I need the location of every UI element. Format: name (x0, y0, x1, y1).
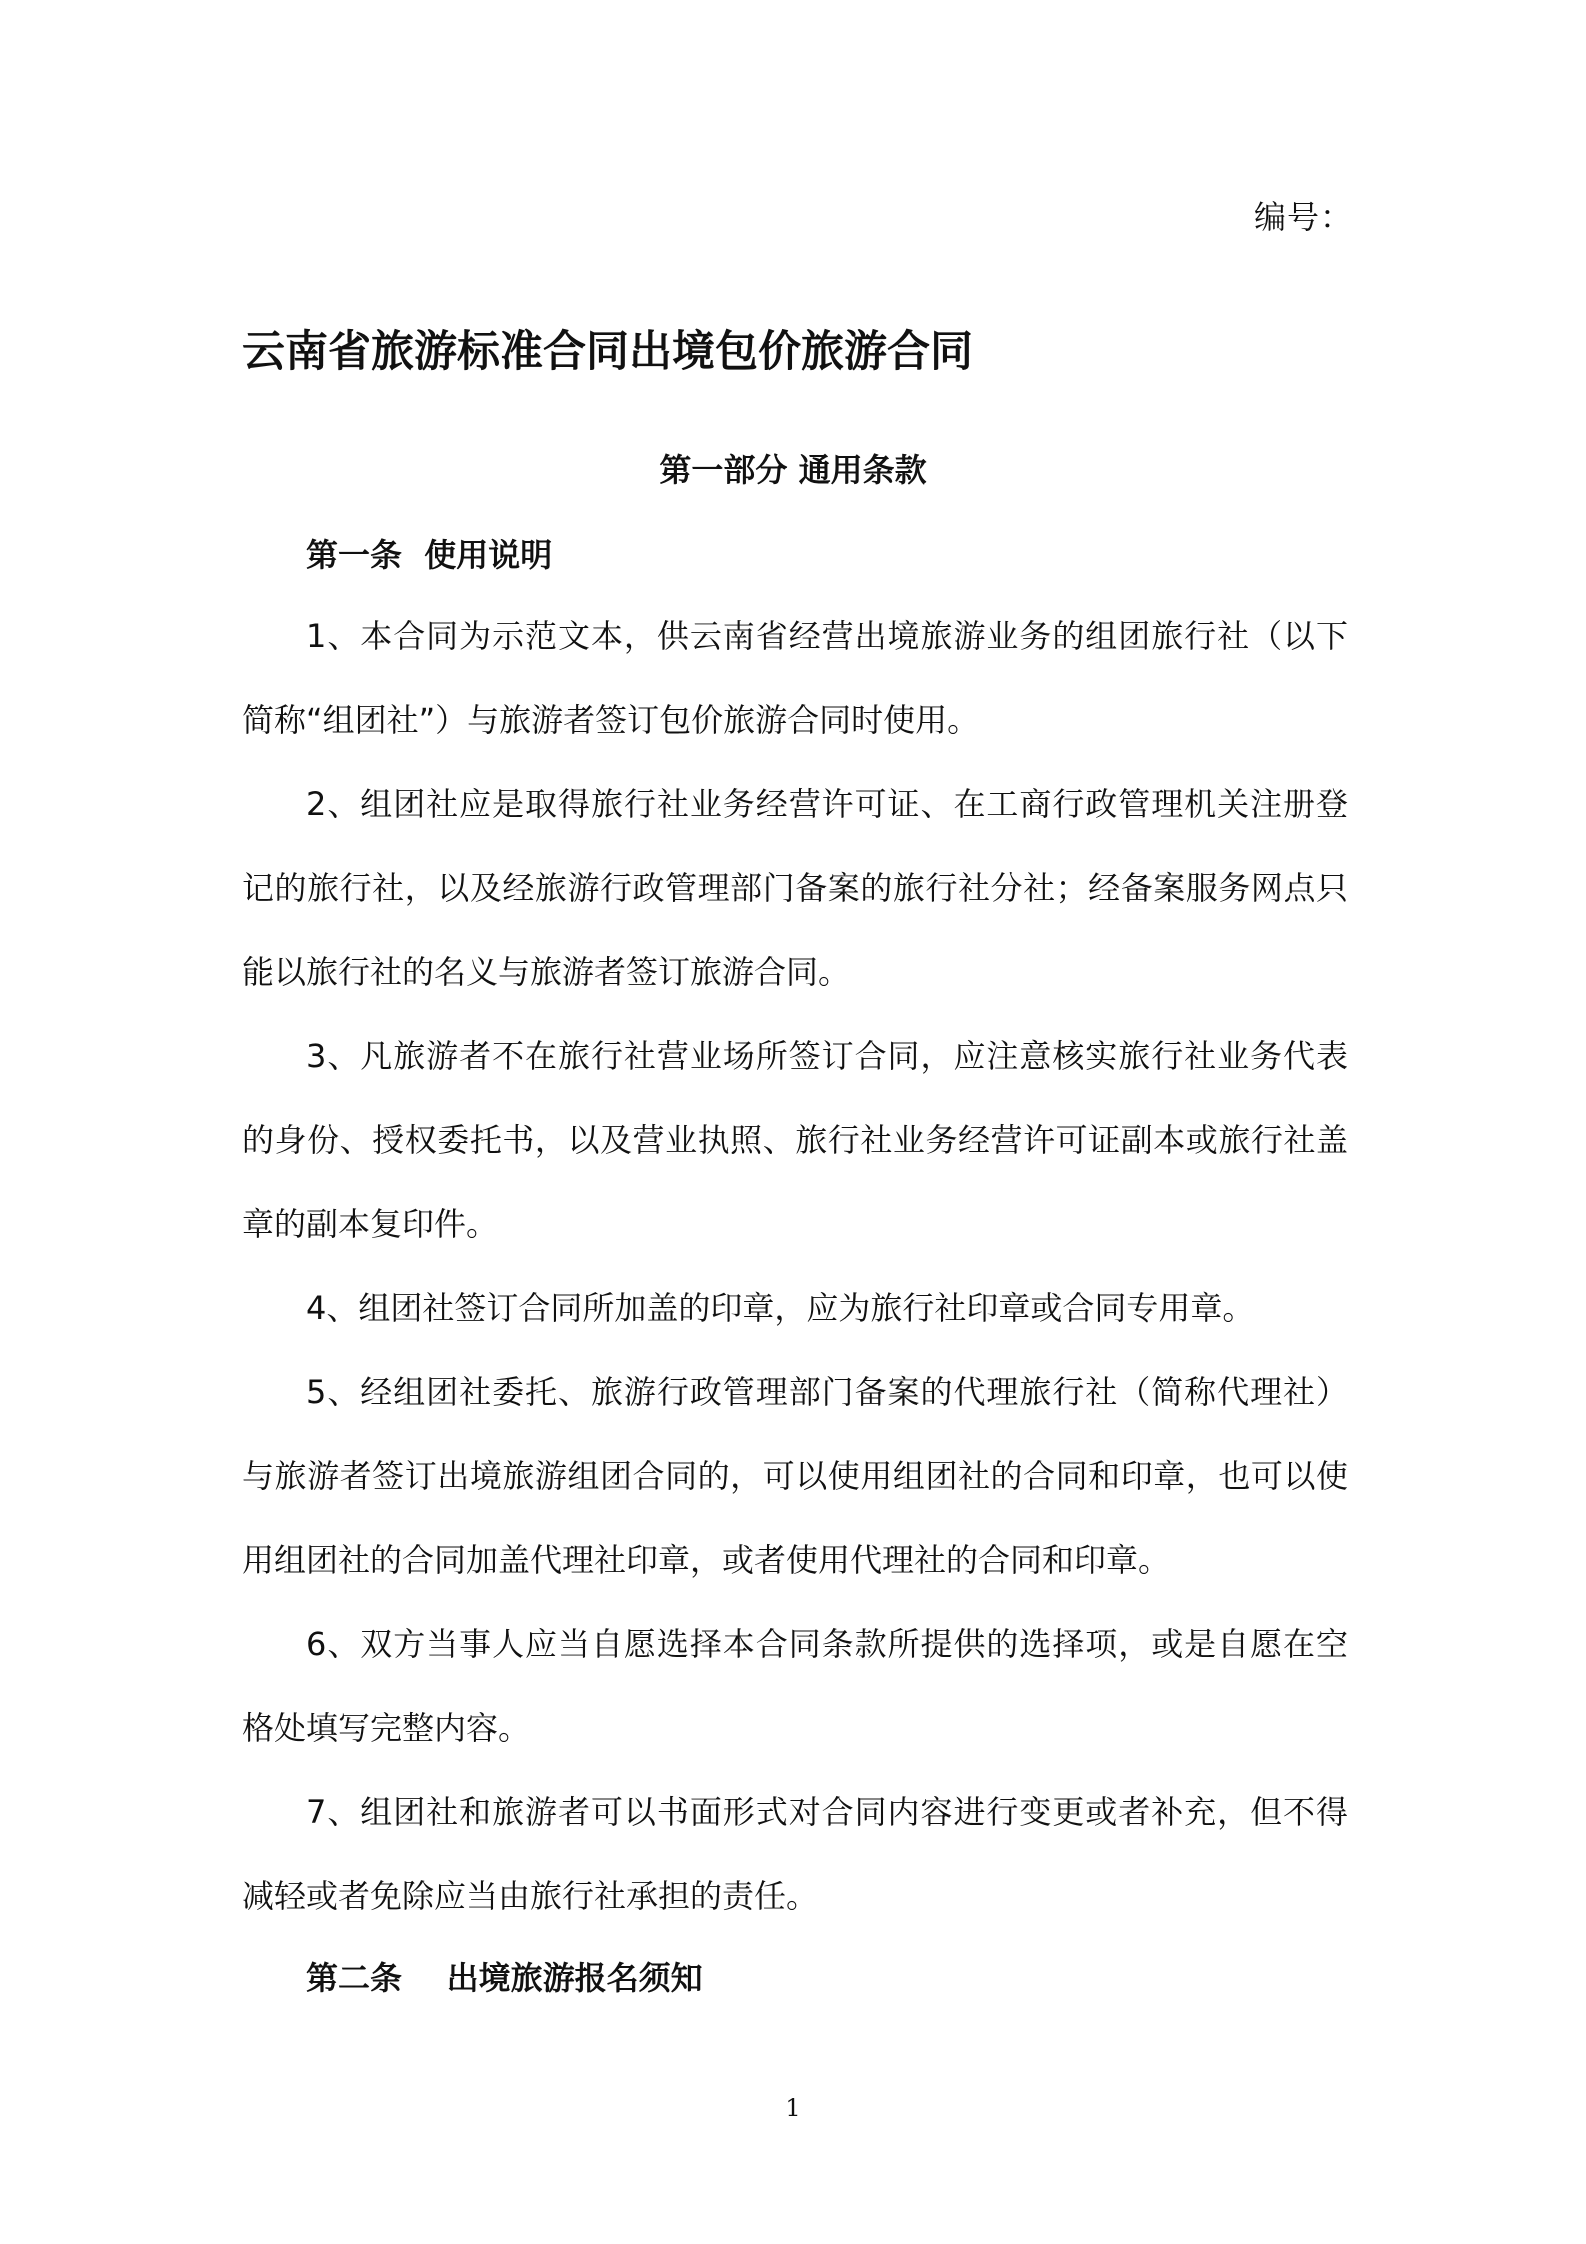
article-2-heading: 第二条 出境旅游报名须知 (306, 1959, 703, 1997)
article-1-paragraph-2: 2、组团社应是取得旅行社业务经营许可证、在工商行政管理机关注册登记的旅行社，以及经旅游行政管理部门备案的旅行社分社；经备案服务网点只能以旅行社的名义与旅游者签订旅游合同。 (242, 785, 1348, 991)
article-1-paragraph-6: 6、双方当事人应当自愿选择本合同条款所提供的选择项，或是自愿在空格处填写完整内容。 (242, 1625, 1348, 1747)
article-1-paragraph-3: 3、凡旅游者不在旅行社营业场所签订合同，应注意核实旅行社业务代表的身份、授权委托书，以及营业执照、旅行社业务经营许可证副本或旅行社盖章的副本复印件。 (242, 1037, 1348, 1243)
page-number: 1 (785, 2094, 801, 2122)
article-1-paragraph-4: 4、组团社签订合同所加盖的印章，应为旅行社印章或合同专用章。 (306, 1289, 1255, 1327)
document-title: 云南省旅游标准合同出境包价旅游合同 (242, 327, 973, 377)
article-1-paragraph-5: 5、经组团社委托、旅游行政管理部门备案的代理旅行社（简称代理社）与旅游者签订出境旅游组团合同的，可以使用组团社的合同和印章，也可以使用组团社的合同加盖代理社印章，或者使用代理社的合同和印章。 (242, 1373, 1348, 1579)
article-1-heading: 第一条 使用说明 (306, 536, 553, 574)
article-1-paragraph-7: 7、组团社和旅游者可以书面形式对合同内容进行变更或者补充，但不得减轻或者免除应当由旅行社承担的责任。 (242, 1793, 1348, 1915)
article-1-paragraph-1: 1、本合同为示范文本，供云南省经营出境旅游业务的组团旅行社（以下简称“组团社”）与旅游者签订包价旅游合同时使用。 (242, 617, 1348, 739)
document-number-label: 编号： (1253, 198, 1353, 236)
part-title: 第一部分 通用条款 (659, 451, 927, 489)
